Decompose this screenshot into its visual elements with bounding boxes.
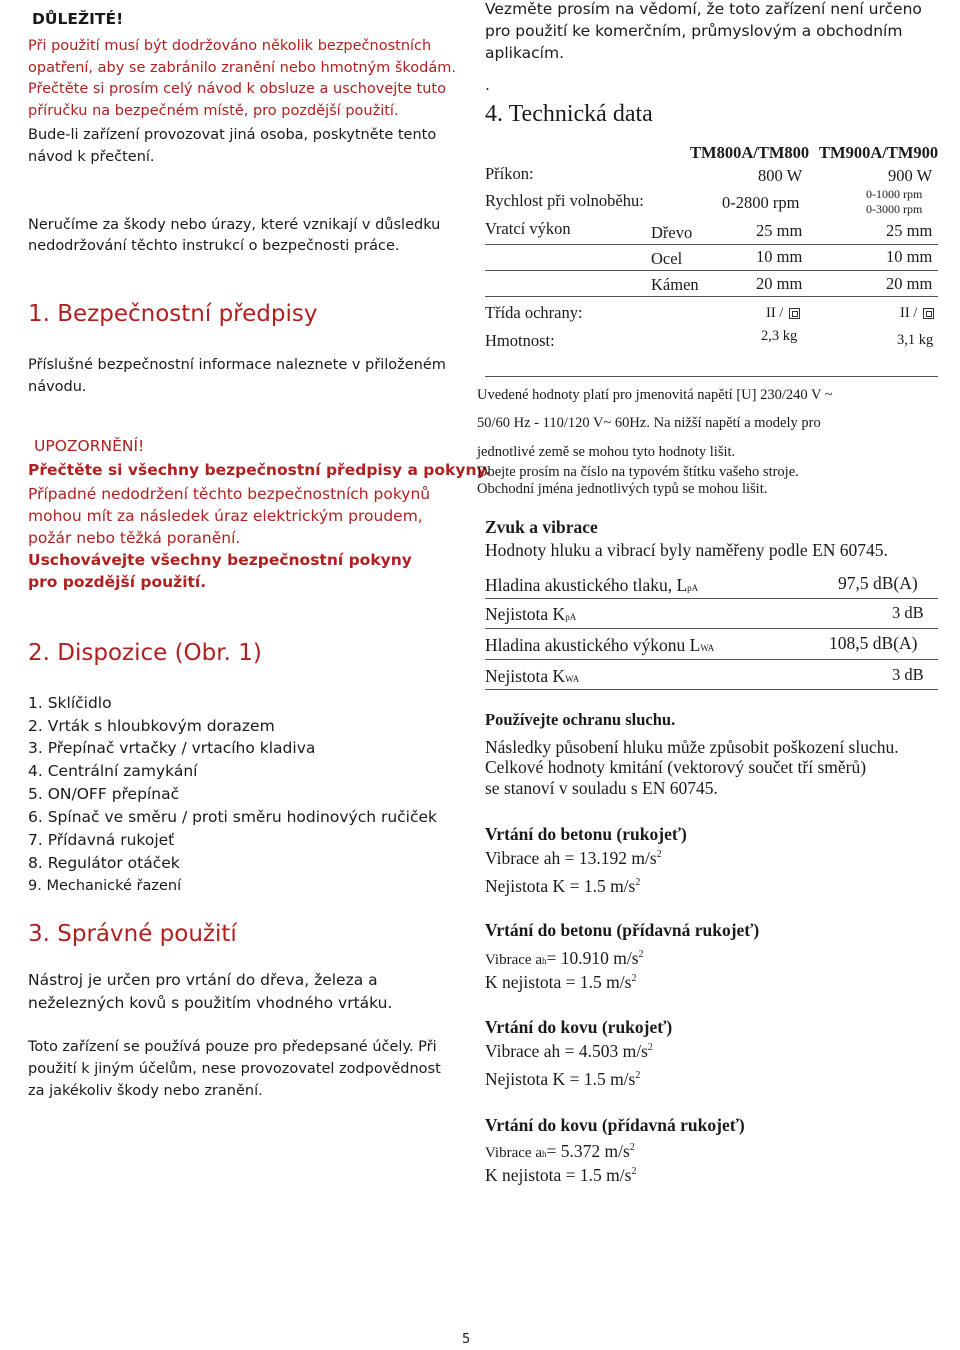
trida-label: Třída ochrany: bbox=[485, 303, 583, 322]
warning-line: požár nebo těžká poranění. bbox=[28, 529, 241, 547]
important-title: DŮLEŽITÉ! bbox=[32, 10, 124, 28]
noise-label bbox=[485, 666, 579, 687]
vibration-text: Vibrace ah = 13.192 m/s bbox=[485, 848, 657, 868]
vibration-title: Vrtání do kovu (přídavná rukojeť) bbox=[485, 1115, 745, 1135]
paragraph-line: použití k jiným účelům, nese provozovatel zodpovědnost bbox=[28, 1061, 441, 1077]
paragraph-line: za jakékoliv škody nebo zranění. bbox=[28, 1083, 263, 1099]
dot: . bbox=[485, 76, 490, 94]
double-insulation-icon bbox=[923, 308, 934, 319]
important-line: Při použití musí být dodržováno několik bezpečnostních bbox=[28, 38, 432, 54]
vibration-text: Vibrace a bbox=[485, 1145, 542, 1161]
list-item: 2. Vrták s hloubkovým dorazem bbox=[28, 717, 275, 735]
paragraph-line: Toto zařízení se používá pouze pro předepsané účely. Při bbox=[28, 1039, 437, 1055]
note-line: jednotlivé země se mohou tyto hodnoty lišit. bbox=[477, 444, 736, 460]
warning-bold: Uschovávejte všechny bezpečnostní pokyny bbox=[28, 551, 412, 569]
trida-text: II / bbox=[900, 305, 918, 321]
vibration-uncertainty bbox=[485, 876, 640, 897]
table-divider bbox=[485, 244, 938, 245]
table-divider bbox=[485, 270, 938, 271]
noise-label-text: Nejistota K bbox=[485, 604, 566, 624]
noise-label bbox=[485, 604, 576, 625]
vibration-uncertainty bbox=[485, 972, 636, 993]
trida-text: II / bbox=[766, 305, 784, 321]
table-divider bbox=[485, 376, 938, 377]
vibration-title: Vrtání do betonu (přídavná rukojeť) bbox=[485, 920, 760, 940]
paragraph-line: neželezných kovů s použitím vhodného vrtáku. bbox=[28, 994, 393, 1012]
table-header-col2: TM900A/TM900 bbox=[819, 143, 939, 162]
superscript: 2 bbox=[638, 949, 644, 960]
intro-line: pro použití ke komerčním, průmyslovým a obchodním bbox=[485, 22, 903, 40]
double-insulation-icon bbox=[789, 308, 800, 319]
vibration-value bbox=[485, 1041, 653, 1062]
noise-value: 108,5 dB(A) bbox=[829, 633, 918, 653]
list-item: 6. Spínač ve směru / proti směru hodinových ručiček bbox=[28, 808, 438, 826]
trida-value-1 bbox=[766, 305, 800, 322]
hmotnost-value-1: 2,3 kg bbox=[761, 328, 798, 344]
superscript: 2 bbox=[631, 1166, 637, 1177]
material-value-2: 10 mm bbox=[886, 247, 933, 266]
noise-label-sub: pA bbox=[687, 583, 699, 593]
trida-value-2 bbox=[900, 305, 934, 322]
warning-title: UPOZORNĚNÍ! bbox=[34, 437, 145, 455]
rychlost-value-2b: 0-3000 rpm bbox=[866, 202, 923, 216]
paragraph-line: návod k přečtení. bbox=[28, 149, 155, 165]
material-name: Kámen bbox=[651, 275, 699, 294]
noise-label bbox=[485, 575, 698, 596]
important-line: opatření, aby se zabránilo zranění nebo hmotným škodám. bbox=[28, 60, 456, 76]
important-line: příručku na bezpečném místě, pro pozdější použití. bbox=[28, 103, 399, 119]
table-divider bbox=[485, 598, 938, 599]
table-divider bbox=[485, 628, 938, 629]
note-line: Obchodní jména jednotlivých typů se mohou lišit. bbox=[477, 481, 768, 497]
zvuk-title: Zvuk a vibrace bbox=[485, 517, 598, 537]
warning-bold: Přečtěte si všechny bezpečnostní předpisy a pokyny. bbox=[28, 461, 492, 479]
noise-value: 97,5 dB(A) bbox=[838, 573, 918, 593]
material-value-2: 25 mm bbox=[886, 221, 933, 240]
table-divider bbox=[485, 689, 938, 690]
noise-label-text: Nejistota K bbox=[485, 666, 566, 686]
superscript: 2 bbox=[647, 1042, 653, 1053]
vibration-value bbox=[485, 948, 644, 969]
paragraph-line: Neručíme za škody nebo úrazy, které vznikají v důsledku bbox=[28, 217, 441, 233]
list-item: 4. Centrální zamykání bbox=[28, 762, 198, 780]
hmotnost-value-2: 3,1 kg bbox=[897, 332, 934, 348]
ochrana-title: Používejte ochranu sluchu. bbox=[485, 710, 676, 729]
vibration-uncertainty bbox=[485, 1069, 640, 1090]
noise-value: 3 dB bbox=[892, 665, 924, 684]
paragraph-line: nedodržování těchto instrukcí o bezpečnosti práce. bbox=[28, 238, 400, 254]
subscript: h bbox=[541, 1149, 547, 1159]
superscript: 2 bbox=[635, 1070, 641, 1081]
rychlost-label: Rychlost při volnoběhu: bbox=[485, 191, 644, 210]
superscript: 2 bbox=[635, 877, 641, 888]
zvuk-subtitle: Hodnoty hluku a vibrací byly naměřeny podle EN 60745. bbox=[485, 540, 888, 560]
important-line: Přečtěte si prosím celý návod k obsluze a uschovejte tuto bbox=[28, 81, 446, 97]
vykon-label: Vratcí výkon bbox=[485, 219, 571, 238]
list-item: 1. Sklíčidlo bbox=[28, 694, 112, 712]
table-divider bbox=[485, 659, 938, 660]
vibration-text: Nejistota K = 1.5 m/s bbox=[485, 1069, 636, 1089]
warning-line: mohou mít za následek úraz elektrickým proudem, bbox=[28, 507, 423, 525]
ochrana-line: Celkové hodnoty kmitání (vektorový součet tří směrů) bbox=[485, 757, 867, 777]
prikon-value-1: 800 W bbox=[758, 166, 803, 185]
noise-label-sub: pA bbox=[565, 612, 577, 622]
vibration-uncertainty bbox=[485, 1165, 636, 1186]
material-value-1: 20 mm bbox=[756, 274, 803, 293]
vibration-text: Nejistota K = 1.5 m/s bbox=[485, 876, 636, 896]
paragraph-line: návodu. bbox=[28, 379, 87, 395]
note-line: Uvedené hodnoty platí pro jmenovitá napětí [U] 230/240 V ~ bbox=[477, 387, 833, 403]
section-3-title: 3. Správné použití bbox=[28, 921, 237, 947]
list-item: 7. Přídavná rukojeť bbox=[28, 831, 175, 849]
material-value-1: 10 mm bbox=[756, 247, 803, 266]
paragraph-line: Nástroj je určen pro vrtání do dřeva, železa a bbox=[28, 971, 378, 989]
vibration-text: Vibrace a bbox=[485, 952, 542, 968]
vibration-value bbox=[485, 848, 662, 869]
warning-line: Případné nedodržení těchto bezpečnostních pokynů bbox=[28, 485, 431, 503]
rychlost-value-1: 0-2800 rpm bbox=[722, 193, 800, 212]
noise-label-sub: WA bbox=[700, 643, 715, 653]
paragraph-line: Bude-li zařízení provozovat jiná osoba, poskytněte tento bbox=[28, 127, 437, 143]
vibration-text: = 10.910 m/s bbox=[546, 948, 639, 968]
list-item: 8. Regulátor otáček bbox=[28, 854, 180, 872]
note-line: 50/60 Hz - 110/120 V~ 60Hz. Na nižší napětí a modely pro bbox=[477, 415, 821, 431]
material-value-2: 20 mm bbox=[886, 274, 933, 293]
vibration-text: = 5.372 m/s bbox=[546, 1141, 630, 1161]
noise-label-text: Hladina akustického výkonu L bbox=[485, 635, 701, 655]
vibration-title: Vrtání do kovu (rukojeť) bbox=[485, 1017, 673, 1037]
vibration-text: K nejistota = 1.5 m/s bbox=[485, 1165, 632, 1185]
material-name: Ocel bbox=[651, 249, 683, 268]
list-item: 3. Přepínač vrtačky / vrtacího kladiva bbox=[28, 739, 316, 757]
section-4-title: 4. Technická data bbox=[485, 101, 653, 127]
noise-label-text: Hladina akustického tlaku, L bbox=[485, 575, 688, 595]
intro-line: aplikacím. bbox=[485, 44, 565, 62]
noise-label-sub: WA bbox=[565, 674, 580, 684]
table-header-col1: TM800A/TM800 bbox=[690, 143, 810, 162]
superscript: 2 bbox=[631, 973, 637, 984]
list-item: 9. Mechanické řazení bbox=[28, 878, 182, 894]
subscript: h bbox=[541, 956, 547, 966]
superscript: 2 bbox=[656, 849, 662, 860]
ochrana-line: Následky působení hluku může způsobit poškození sluchu. bbox=[485, 737, 899, 757]
warning-bold: pro pozdější použití. bbox=[28, 573, 207, 591]
intro-line: Vezměte prosím na vědomí, že toto zařízení není určeno bbox=[485, 0, 922, 18]
vibration-value bbox=[485, 1141, 635, 1162]
table-divider bbox=[485, 296, 938, 297]
ochrana-line: se stanoví v souladu s EN 60745. bbox=[485, 778, 718, 798]
page-number: 5 bbox=[462, 1332, 471, 1347]
list-item: 5. ON/OFF přepínač bbox=[28, 785, 180, 803]
vibration-text: K nejistota = 1.5 m/s bbox=[485, 972, 632, 992]
rychlost-value-2a: 0-1000 rpm bbox=[866, 187, 923, 201]
paragraph-line: Příslušné bezpečnostní informace naleznete v přiloženém bbox=[28, 357, 446, 373]
section-2-title: 2. Dispozice (Obr. 1) bbox=[28, 640, 262, 666]
material-name: Dřevo bbox=[651, 223, 693, 242]
vibration-title: Vrtání do betonu (rukojeť) bbox=[485, 824, 687, 844]
noise-value: 3 dB bbox=[892, 603, 924, 622]
superscript: 2 bbox=[629, 1142, 635, 1153]
noise-label bbox=[485, 635, 714, 656]
material-value-1: 25 mm bbox=[756, 221, 803, 240]
vibration-text: Vibrace ah = 4.503 m/s bbox=[485, 1041, 648, 1061]
prikon-label: Příkon: bbox=[485, 164, 534, 183]
section-1-title: 1. Bezpečnostní předpisy bbox=[28, 301, 318, 327]
prikon-value-2: 900 W bbox=[888, 166, 933, 185]
hmotnost-label: Hmotnost: bbox=[485, 331, 555, 350]
note-line: Dbejte prosím na číslo na typovém štítku vašeho stroje. bbox=[477, 464, 799, 480]
